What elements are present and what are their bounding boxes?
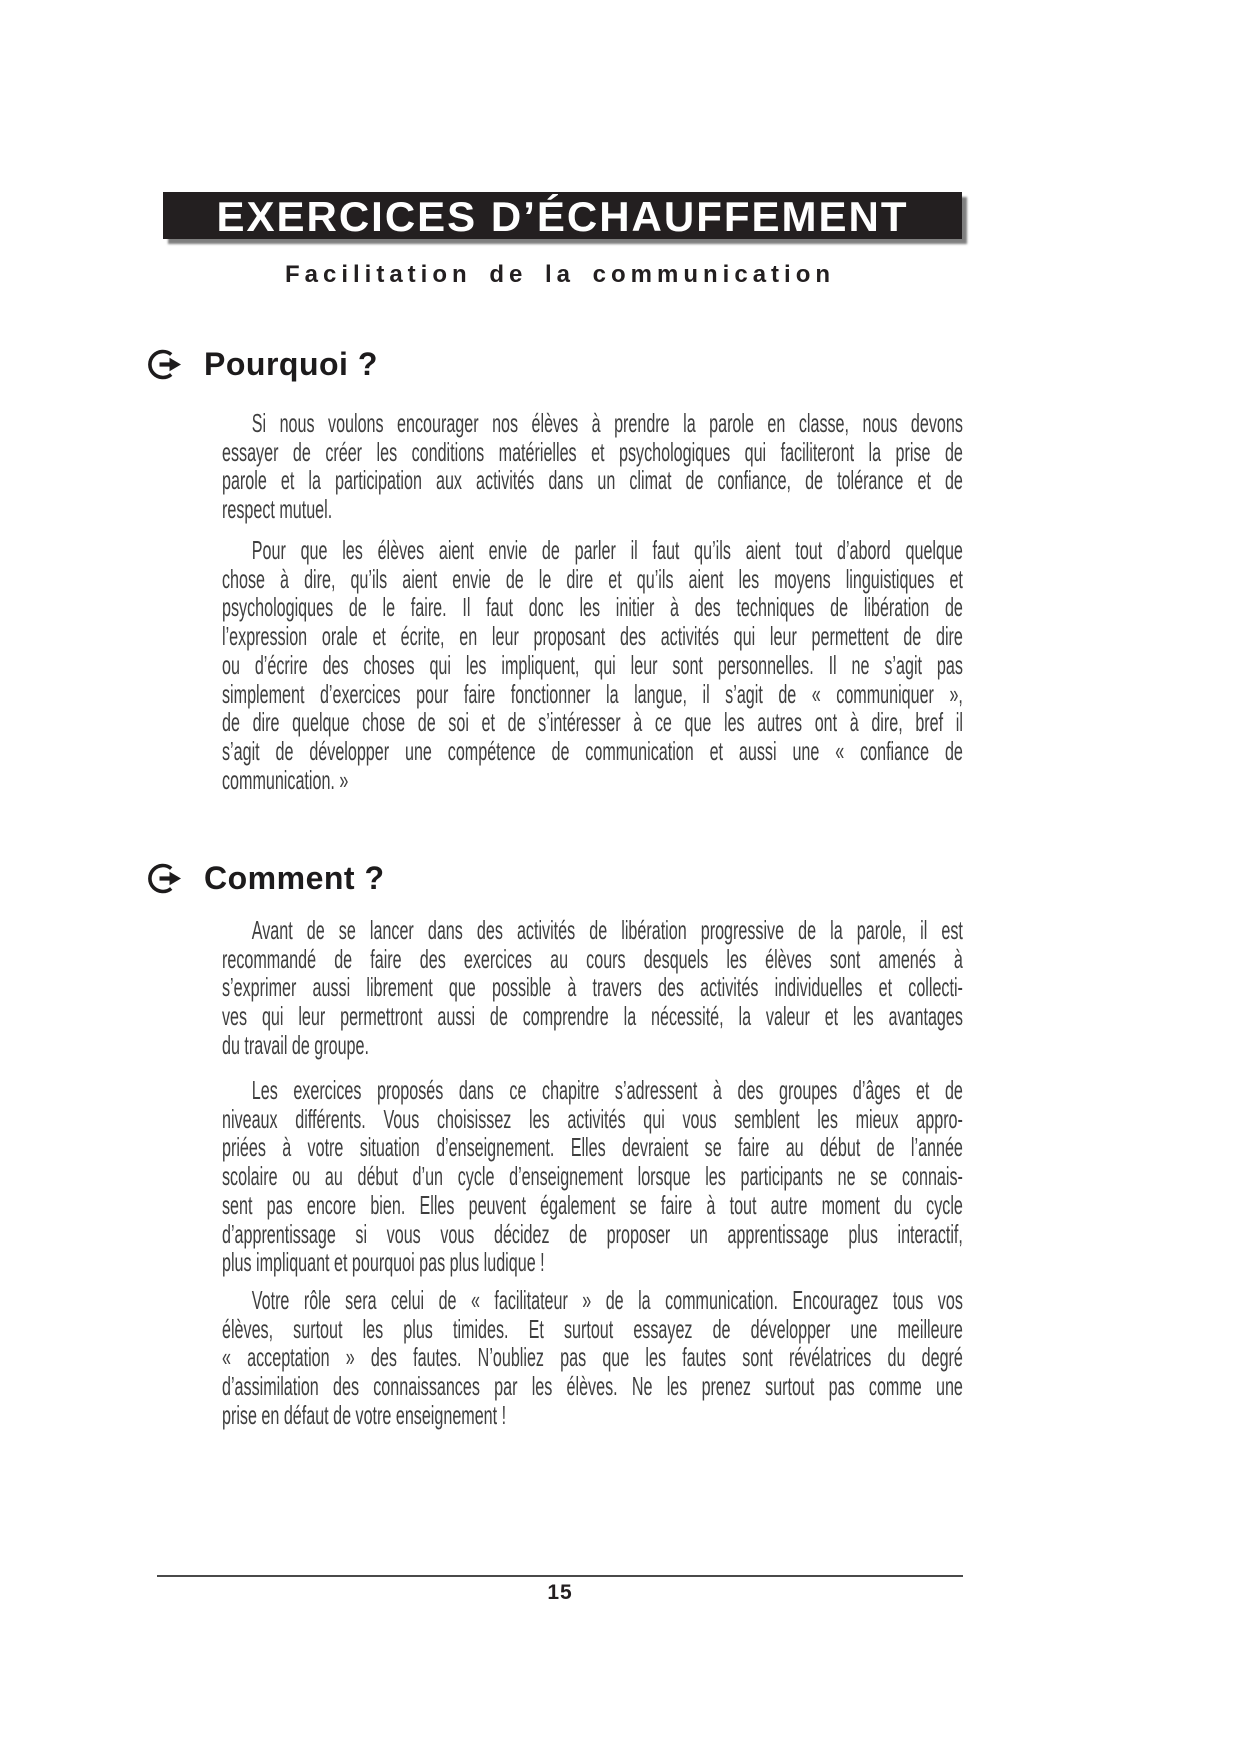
paragraph <box>222 916 963 1060</box>
page-subtitle: Facilitation de la communication <box>284 261 836 288</box>
text-line: psychologiques de le faire. Il faut donc les initier à des techniques de libération de <box>222 592 963 623</box>
section-heading-label: Comment ? <box>204 860 385 896</box>
paragraph <box>222 1286 963 1430</box>
text-line: Les exercices proposés dans ce chapitre s’adressent à des groupes d’âges et de <box>251 1075 963 1105</box>
text-line: scolaire ou au début d’un cycle d’enseignement lorsque les participants ne se connais- <box>222 1161 963 1192</box>
text-line: Si nous voulons encourager nos élèves à prendre la parole en classe, nous devons <box>251 408 963 438</box>
text-line: Votre rôle sera celui de « facilitateur » de la communication. Encouragez tous vos <box>251 1285 963 1315</box>
text-line: sent pas encore bien. Elles peuvent également se faire à tout autre moment du cycle <box>222 1189 963 1220</box>
text-line: Avant de se lancer dans des activités de libération progressive de la parole, il est <box>251 915 963 945</box>
paragraph <box>222 409 963 524</box>
text-line: ou d’écrire des choses qui les impliquent, qui leur sont personnelles. Il ne s’agit pas <box>222 649 963 680</box>
text-line: élèves, surtout les plus timides. Et surtout essayez de développer une meilleure <box>222 1313 963 1344</box>
page-title: EXERCICES D’ÉCHAUFFEMENT <box>216 192 909 240</box>
arrow-right-circle-icon <box>146 860 183 897</box>
text-line: d’assimilation des connaissances par les élèves. Ne les prenez surtout pas comme une <box>222 1371 963 1402</box>
text-line: essayer de créer les conditions matérielles et psychologiques qui faciliteront la prise de <box>222 436 963 467</box>
text-line: chose à dire, qu’ils aient envie de le dire et qu’ils aient les moyens linguistiques et <box>222 563 963 594</box>
arrow-right-circle-icon <box>146 346 183 383</box>
footer-divider <box>157 1575 963 1577</box>
text-line: Pour que les élèves aient envie de parler il faut qu’ils aient tout d’abord quelque <box>251 535 963 565</box>
paragraph <box>222 536 963 794</box>
text-line: parole et la participation aux activités dans un climat de confiance, de tolérance et de <box>222 465 963 496</box>
text-line: niveaux différents. Vous choisissez les activités qui vous semblent les mieux appro- <box>222 1103 963 1134</box>
section-heading-label: Pourquoi ? <box>204 346 378 382</box>
text-line: « acceptation » des fautes. N’oubliez pas que les fautes sont révélatrices du degré <box>222 1342 963 1373</box>
text-line: recommandé de faire des exercices au cours desquels les élèves sont amenés à <box>222 943 963 974</box>
text-line: simplement d’exercices pour faire fonctionner la langue, il s’agit de « communiquer », <box>222 678 963 709</box>
paragraph <box>222 1076 963 1277</box>
text-line: priées à votre situation d’enseignement. Elles devraient se faire au début de l’année <box>222 1132 963 1163</box>
title-banner <box>163 192 962 239</box>
text-line: s’agit de développer une compétence de communication et aussi une « confiance de <box>222 735 963 766</box>
section-heading-comment <box>146 858 385 898</box>
text-line: du travail de groupe. <box>222 1029 369 1060</box>
section-heading-pourquoi <box>146 344 378 384</box>
text-line: respect mutuel. <box>222 494 333 525</box>
text-line: ves qui leur permettront aussi de comprendre la nécessité, la valeur et les avantages <box>222 1001 963 1032</box>
text-line: l’expression orale et écrite, en leur proposant des activités qui leur permettent de dire <box>222 621 963 652</box>
text-line: d’apprentissage si vous vous décidez de proposer un apprentissage plus interactif, <box>222 1218 963 1249</box>
text-line: plus impliquant et pourquoi pas plus ludique ! <box>222 1247 545 1278</box>
text-line: communication. » <box>222 764 349 795</box>
text-line: s’exprimer aussi librement que possible à travers des activités individuelles et collecti- <box>222 972 963 1003</box>
text-line: de dire quelque chose de soi et de s’intéresser à ce que les autres ont à dire, bref il <box>222 707 963 738</box>
text-line: prise en défaut de votre enseignement ! <box>222 1399 507 1430</box>
page-number: 15 <box>547 1581 573 1604</box>
